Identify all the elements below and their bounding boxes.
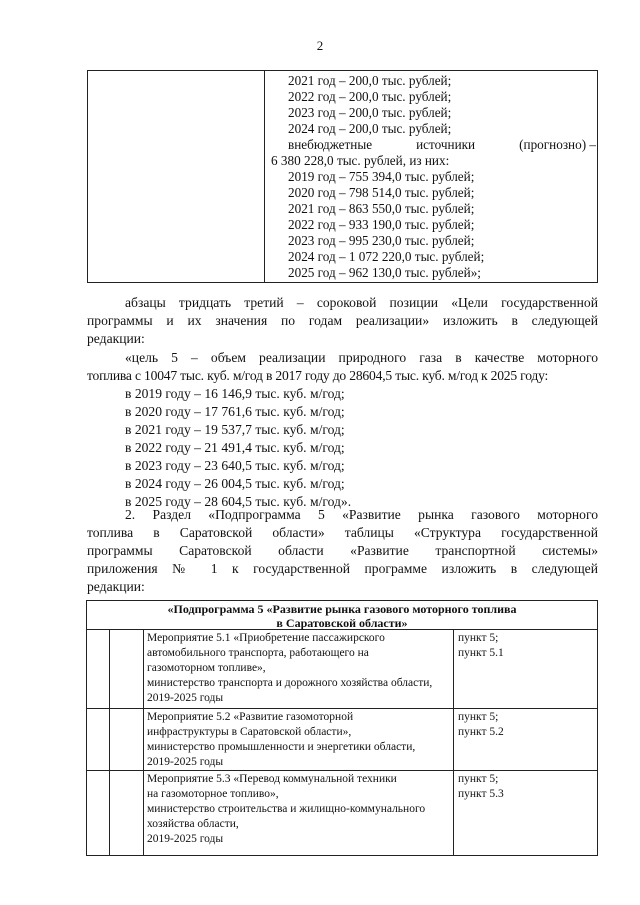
funding-line: 2023 год – 995 230,0 тыс. рублей; <box>288 233 475 248</box>
measure-line: хозяйства области, <box>147 818 239 830</box>
paragraph-goals-amendment <box>87 294 598 348</box>
funding-cell <box>271 73 596 281</box>
funding-line: 2021 год – 200,0 тыс. рублей; <box>288 73 452 88</box>
subprogram-title <box>87 601 597 630</box>
subprogram-table <box>86 600 598 856</box>
table-row <box>87 709 597 771</box>
empty-cell <box>87 771 110 855</box>
measure-line: газомоторном топливе», <box>147 662 266 674</box>
paragraph-line: топлива в Саратовской области» таблицы «Структура государственной <box>87 525 598 540</box>
measure-line: Мероприятие 5.3 «Перевод коммунальной техники <box>147 773 397 785</box>
funding-table <box>87 70 598 283</box>
goal-year: в 2022 году – 21 491,4 тыс. куб. м/год; <box>125 440 345 455</box>
funding-line: 2025 год – 962 130,0 тыс. рублей»; <box>288 265 481 280</box>
goal-5-block <box>87 349 598 511</box>
paragraph-line: программы Саратовской области «Развитие транспортной системы» <box>87 543 598 558</box>
reference-line: пункт 5.3 <box>458 788 504 800</box>
funding-line: 2020 год – 798 514,0 тыс. рублей; <box>288 185 475 200</box>
goal-year: в 2025 году – 28 604,5 тыс. куб. м/год». <box>125 494 352 509</box>
funding-line: 2024 год – 1 072 220,0 тыс. рублей; <box>288 249 485 264</box>
measure-cell <box>143 709 454 770</box>
funding-line: 2019 год – 755 394,0 тыс. рублей; <box>288 169 475 184</box>
measure-cell <box>143 630 454 708</box>
reference-line: пункт 5.2 <box>458 726 504 738</box>
empty-cell <box>109 630 144 708</box>
goal-year: в 2020 году – 17 761,6 тыс. куб. м/год; <box>125 404 345 419</box>
paragraph-line: редакции: <box>87 331 145 346</box>
goal-year: в 2021 году – 19 537,7 тыс. куб. м/год; <box>125 422 345 437</box>
funding-line: 2022 год – 933 190,0 тыс. рублей; <box>288 217 475 232</box>
paragraph-section-2 <box>87 506 598 596</box>
extrabudget-word: источники <box>416 137 476 152</box>
extrabudget-word: внебюджетные <box>288 137 373 152</box>
extrabudget-line <box>271 137 596 153</box>
measure-line: на газомоторное топливо», <box>147 788 279 800</box>
measure-line: министерство транспорта и дорожного хозяйства области, <box>147 677 433 689</box>
measure-line: министерство промышленности и энергетики области, <box>147 741 416 753</box>
measure-line: Мероприятие 5.2 «Развитие газомоторной <box>147 711 354 723</box>
empty-cell <box>87 709 110 770</box>
funding-line: 2024 год – 200,0 тыс. рублей; <box>288 121 452 136</box>
measure-cell <box>143 771 454 855</box>
extrabudget-total: 6 380 228,0 тыс. рублей, из них: <box>271 153 450 168</box>
measure-line: министерство строительства и жилищно-коммунального <box>147 803 426 815</box>
empty-cell <box>87 630 110 708</box>
goal-year: в 2023 году – 23 640,5 тыс. куб. м/год; <box>125 458 345 473</box>
measure-line: 2019-2025 годы <box>147 692 224 704</box>
measure-line: Мероприятие 5.1 «Приобретение пассажирского <box>147 632 385 644</box>
empty-cell <box>109 709 144 770</box>
reference-line: пункт 5; <box>458 711 499 723</box>
extrabudget-word: (прогнозно) – <box>519 137 596 152</box>
empty-cell <box>109 771 144 855</box>
paragraph-line: программы и их значения по годам реализации» изложить в следующей <box>87 313 598 328</box>
page-number: 2 <box>316 38 324 53</box>
subprogram-title-line: «Подпрограмма 5 «Развитие рынка газового моторного топлива <box>167 602 517 616</box>
funding-line: 2021 год – 863 550,0 тыс. рублей; <box>288 201 475 216</box>
goal-year: в 2019 году – 16 146,9 тыс. куб. м/год; <box>125 386 345 401</box>
subprogram-title-line: в Саратовской области» <box>276 616 408 630</box>
paragraph-line: абзацы тридцать третий – сороковой позиции «Цели государственной <box>125 295 598 310</box>
reference-cell <box>454 709 597 770</box>
reference-line: пункт 5; <box>458 632 499 644</box>
table-row <box>87 630 597 709</box>
measure-line: 2019-2025 годы <box>147 756 224 768</box>
measure-line: автомобильного транспорта, работающего на <box>147 647 369 659</box>
paragraph-line: редакции: <box>87 579 145 594</box>
reference-cell <box>454 630 597 708</box>
goal-year: в 2024 году – 26 004,5 тыс. куб. м/год; <box>125 476 345 491</box>
funding-line: 2023 год – 200,0 тыс. рублей; <box>288 105 452 120</box>
goal-line: топлива с 10047 тыс. куб. м/год в 2017 году до 28604,5 тыс. куб. м/год к 2025 году: <box>87 368 549 383</box>
paragraph-line: приложения № 1 к государственной программе изложить в следующей <box>87 561 598 576</box>
table-divider <box>264 71 265 282</box>
measure-line: 2019-2025 годы <box>147 833 224 845</box>
measure-line: инфраструктуры в Саратовской области», <box>147 726 352 738</box>
goal-line: «цель 5 – объем реализации природного газа в качестве моторного <box>125 350 598 365</box>
reference-line: пункт 5; <box>458 773 499 785</box>
reference-cell <box>454 771 597 855</box>
table-row <box>87 771 597 855</box>
paragraph-line: 2. Раздел «Подпрограмма 5 «Развитие рынка газового моторного <box>125 507 598 522</box>
funding-line: 2022 год – 200,0 тыс. рублей; <box>288 89 452 104</box>
reference-line: пункт 5.1 <box>458 647 504 659</box>
